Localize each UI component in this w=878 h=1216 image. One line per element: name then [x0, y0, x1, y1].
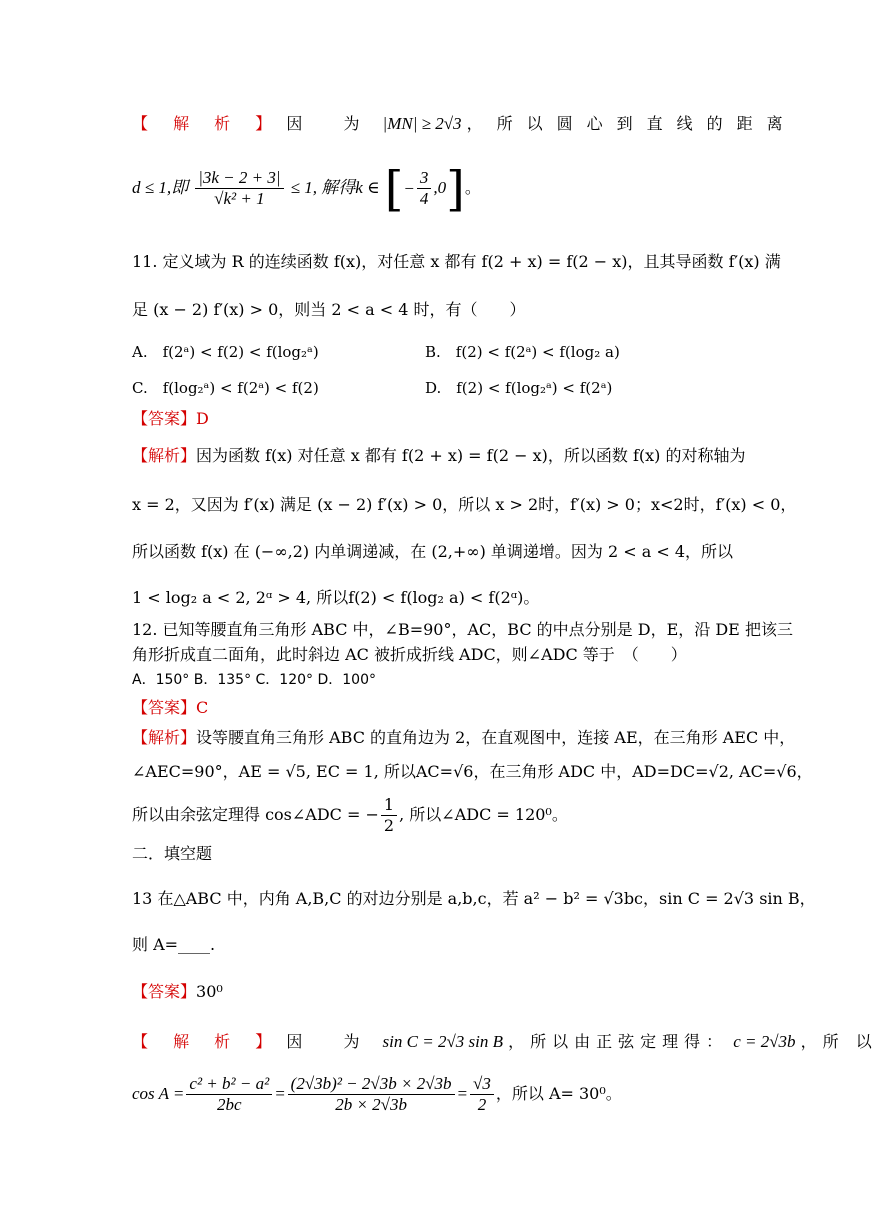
q11-option-b: B. f(2) < f(2ᵃ) < f(log₂ a)	[425, 343, 620, 361]
q12-an3-frac	[381, 795, 397, 836]
q11-analysis-line3: 所以函数 f(x) 在 (−∞,2) 内单调递减，在 (2,+∞) 单调递增。因为 2 < a < 4，所以	[132, 542, 734, 561]
right-bracket-icon: ]	[446, 160, 465, 217]
q13-answer-label: 【答案】	[132, 982, 197, 1001]
q12-an3-b: , 所以∠ADC = 120⁰。	[399, 805, 568, 824]
q13-answer	[132, 980, 732, 1004]
q13-f1-num: c² + b² − a²	[186, 1074, 272, 1095]
q13-analysis-line1	[132, 1030, 878, 1054]
p10-mn-expr: |MN| ≥ 2√3	[382, 114, 462, 133]
interval-minus: −	[403, 178, 415, 198]
interval-num: 3	[417, 168, 432, 189]
q13-eq2: =	[456, 1084, 469, 1103]
left-bracket-icon: [	[384, 160, 404, 217]
q13-f1-den: 2bc	[217, 1095, 242, 1114]
q12-options: A．150° B．135° C．120° D．100°	[132, 672, 376, 688]
q12-analysis-label: 【解析】	[132, 728, 197, 747]
q11-an1: 因为函数 f(x) 对任意 x 都有 f(2 + x) = f(2 − x)，所以函数 f(x) 的对称轴为	[196, 446, 746, 465]
q11-analysis-line4: 1 < log₂ a < 2, 2ᵅ > 4, 所以f(2) < f(log₂ a) < f(2ᵅ)。	[132, 588, 540, 607]
q12-analysis-line1	[132, 726, 796, 750]
p10-period: 。	[464, 178, 481, 197]
q13-an1-c: c = 2√3b	[733, 1032, 796, 1051]
q11-analysis-line1	[132, 444, 746, 468]
interval-tail: ,0	[433, 178, 447, 197]
q13-f3-den: 2	[477, 1095, 487, 1114]
p10-text-a: 因 为	[286, 114, 378, 133]
q11-option-d: D. f(2) < f(log₂ᵃ) < f(2ᵃ)	[425, 379, 613, 397]
q12-analysis-line3	[132, 793, 732, 837]
q13-analysis-line2	[132, 1066, 732, 1122]
q13-analysis-label: 【 解 析 】	[132, 1032, 282, 1051]
q11-answer-label: 【答案】	[132, 409, 197, 428]
q12-an3-den: 2	[383, 816, 395, 835]
q12-answer-label: 【答案】	[132, 698, 197, 717]
q13-frac2	[288, 1074, 455, 1115]
q13-answer-value: 30⁰	[196, 982, 223, 1001]
section-title: 二．填空题	[132, 844, 213, 863]
q11-option-c: C. f(log₂ᵃ) < f(2ᵃ) < f(2)	[132, 379, 319, 397]
q12-stem-line1: 12. 已知等腰直角三角形 ABC 中，∠B=90°，AC，BC 的中点分别是 D，E，沿 DE 把该三	[132, 620, 793, 639]
q12-analysis-line2: ∠AEC=90°，AE = √5, EC = 1, 所以AC=√6，在三角形 ADC 中，AD=DC=√2, AC=√6，	[132, 762, 813, 781]
q13-f2-den: 2b × 2√3b	[335, 1095, 407, 1114]
q13-frac3	[470, 1074, 494, 1115]
q11-answer-value: D	[196, 409, 209, 428]
q11-stem-line1: 11. 定义域为 R 的连续函数 f(x)，对任意 x 都有 f(2 + x) = f(2 − x)，且其导函数 f′(x) 满	[132, 252, 781, 271]
q13-frac1	[186, 1074, 272, 1115]
q12-an3-a: 所以由余弦定理得 cos∠ADC = −	[132, 805, 379, 824]
p10-frac-num: |3k − 2 + 3|	[195, 168, 283, 189]
p10-fraction	[195, 168, 283, 209]
q13-stem-line1: 13 在△ABC 中，内角 A,B,C 的对边分别是 a,b,c，若 a² − b² = √3bc，sin C = 2√3 sin B，	[132, 889, 816, 908]
q11-stem-line2: 足 (x − 2) f′(x) > 0，则当 2 < a < 4 时，有（ ）	[132, 300, 526, 319]
q13-an1-a: 因 为	[286, 1032, 378, 1051]
q13-an2-a: cos A =	[132, 1084, 185, 1103]
p10-line2	[132, 160, 732, 216]
p10-interval-frac	[417, 168, 432, 209]
p10-frac-den: √k² + 1	[214, 189, 265, 208]
q13-an1-d: ，所 以	[800, 1032, 878, 1051]
q13-an1-expr: sin C = 2√3 sin B	[382, 1032, 503, 1051]
q13-f3-num: √3	[470, 1074, 494, 1095]
q13-eq1: =	[274, 1084, 286, 1103]
q11-answer	[132, 407, 732, 431]
q12-an3-num: 1	[381, 795, 397, 816]
q11-option-a: A. f(2ᵃ) < f(2) < f(log₂ᵃ)	[132, 343, 319, 361]
q11-analysis-line2: x = 2，又因为 f′(x) 满足 (x − 2) f′(x) > 0，所以 x > 2时，f′(x) > 0；x<2时，f′(x) < 0，	[132, 495, 797, 514]
q12-answer	[132, 696, 732, 720]
q11-analysis-label: 【解析】	[132, 446, 197, 465]
p10-line1	[132, 112, 797, 136]
q12-stem-line2: 角形折成直二面角，此时斜边 AC 被折成折线 ADC，则∠ADC 等于 （ ）	[132, 645, 687, 664]
interval-den: 4	[419, 189, 429, 208]
q12-an1: 设等腰直角三角形 ABC 的直角边为 2，在直观图中，连接 AE，在三角形 AEC 中，	[196, 728, 796, 747]
p10-solve-text: ≤ 1, 解得k ∈	[290, 178, 380, 197]
analysis-label: 【 解 析 】	[132, 114, 282, 133]
q13-an2-b: ，所以 A= 30⁰。	[495, 1084, 622, 1103]
q13-f2-num: (2√3b)² − 2√3b × 2√3b	[288, 1074, 455, 1095]
q13-an1-b: ，所以由正弦定理得：	[508, 1032, 729, 1051]
q13-stem-line2: 则 A=____.	[132, 935, 216, 954]
p10-d-text: d ≤ 1,即	[132, 178, 189, 197]
p10-text-b: ，所以圆心到直线的距离	[466, 114, 797, 133]
q12-answer-value: C	[196, 698, 209, 717]
